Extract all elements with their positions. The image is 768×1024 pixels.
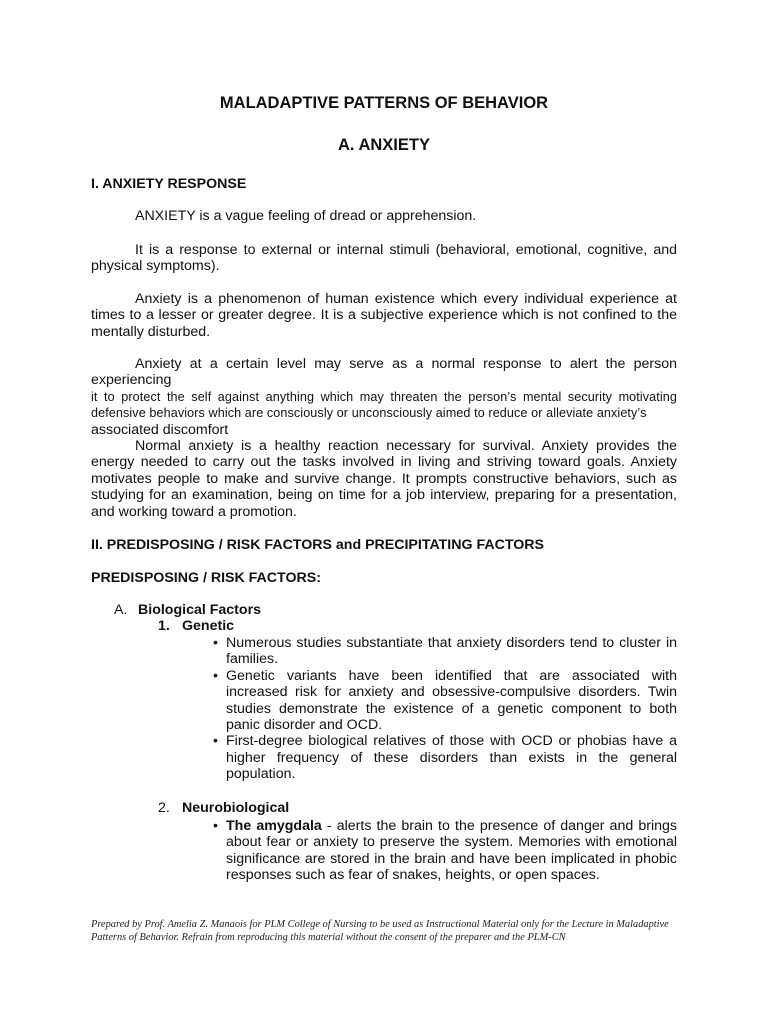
heading-anxiety-response: I. ANXIETY RESPONSE [91, 176, 247, 192]
heading-risk-factors: II. PREDISPOSING / RISK FACTORS and PRECIPITATING FACTORS [91, 537, 544, 553]
document-title: MALADAPTIVE PATTERNS OF BEHAVIOR [219, 94, 549, 112]
paragraph-normal-response: Anxiety at a certain level may serve as a normal response to alert the person experiencing it to protect the self against anything which may threaten the person’s mental security motivating defensive behaviors which are consciously or unconsciously aimed to reduce or alleviate anxiety’s associated discomfort [91, 356, 677, 438]
list-item: • Numerous studies substantiate that anxiety disorders tend to cluster in families. [213, 635, 677, 668]
list-item: • Genetic variants have been identified that are associated with increased risk for anxiety and obsessive-compulsive disorders. Twin studies demonstrate the existence of a genetic component to both panic disorder and OCD. [213, 668, 677, 734]
list-item: • First-degree biological relatives of those with OCD or phobias have a higher frequency of these disorders than exists in the general population. [213, 733, 677, 782]
paragraph-phenomenon: Anxiety is a phenomenon of human existence which every individual experience at times to a lesser or greater degree. It is a subjective experience which is not confined to the mentally disturbed. [91, 291, 677, 340]
paragraph-definition: ANXIETY is a vague feeling of dread or apprehension. [135, 208, 477, 224]
section-title-anxiety: A. ANXIETY [338, 136, 430, 154]
sublist-item-genetic: 1. Genetic [158, 618, 235, 634]
sublist-item-neurobiological: 2. Neurobiological [158, 800, 290, 816]
list-item: • The amygdala - alerts the brain to the presence of danger and brings about fear or anxiety to preserve the system. Memories with emotional significance are stored in the brain and have been implicated in phobic responses such as fear of snakes, heights, or open spaces. [213, 818, 677, 884]
footer-note: Prepared by Prof. Amelia Z. Manaois for PLM College of Nursing to be used as Instructional Material only for the Lecture in Maladaptive Patterns of Behavior. Refrain from reproducing this material without the consent of the preparer and the PLM-CN [91, 919, 669, 944]
paragraph-normal-anxiety: Normal anxiety is a healthy reaction necessary for survival. Anxiety provides the energy needed to carry out the tasks involved in living and striving toward goals. Anxiety motivates people to make and survive change. It prompts constructive behaviors, such as studying for an examination, being on time for a job interview, preparing for a presentation, and working toward a promotion. [91, 438, 677, 520]
paragraph-stimuli: It is a response to external or internal stimuli (behavioral, emotional, cognitive, and physical symptoms). [91, 242, 677, 275]
bullet-list-neurobiological [213, 818, 677, 884]
bullet-list-genetic [213, 635, 677, 783]
subheading-predisposing: PREDISPOSING / RISK FACTORS: [91, 570, 321, 586]
list-item-biological-factors: A. Biological Factors [114, 602, 261, 618]
